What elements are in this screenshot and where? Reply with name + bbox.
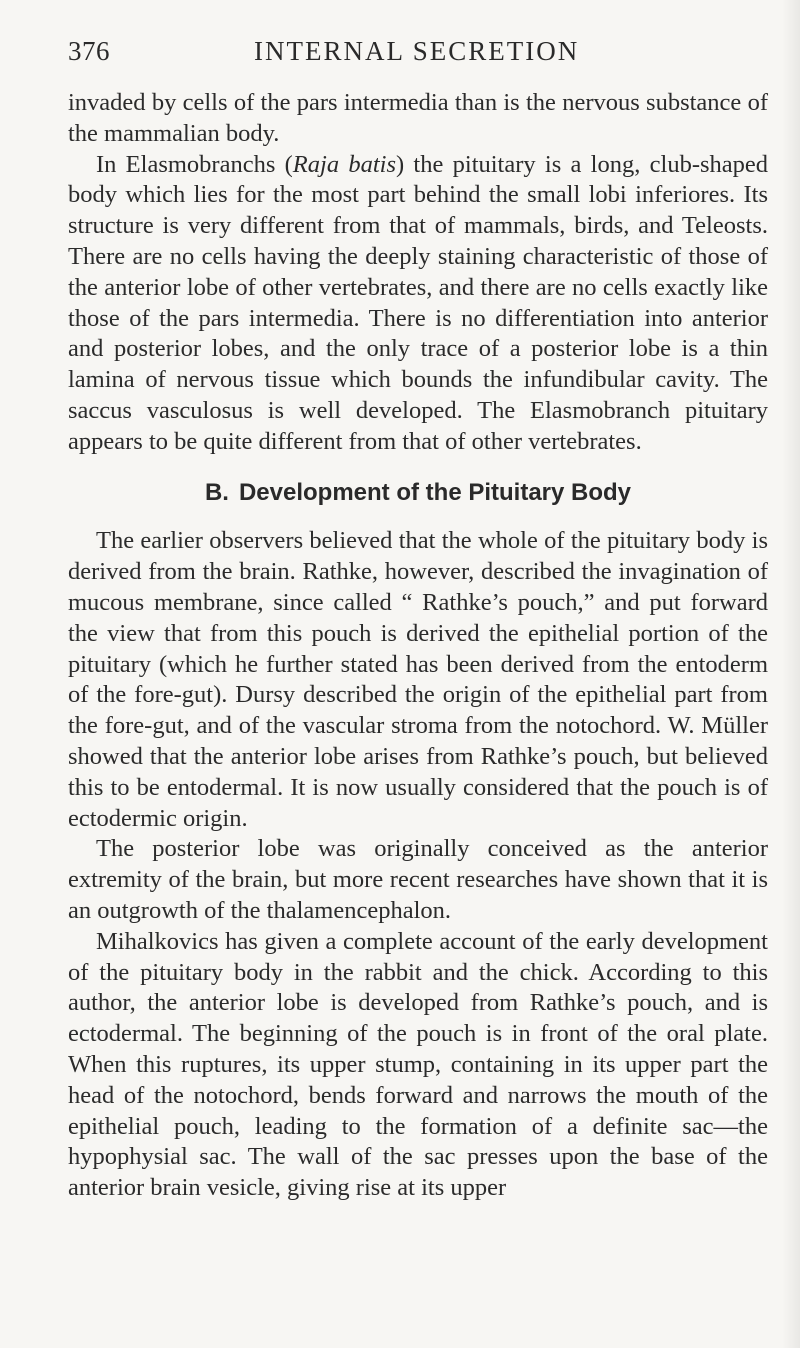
paragraph-elasmobranchs [68, 150, 768, 458]
section-heading [68, 478, 768, 509]
paragraph-text-prefix: In Elasmobranchs ( [96, 150, 293, 178]
paragraph-text-rest: ) the pituitary is a long, club-shaped body which lies for the most part behind the small lobi inferiores. Its structure is very different from that of mammals, birds, and Teleosts. There are no cells having the deeply staining characteristic of those of the anterior lobe of other vertebrates, and there are no cells exactly like those of the pars intermedia. There is no differentiation into anterior and posterior lobes, and the only trace of a posterior lobe is a thin lamina of nervous tissue which bounds the infundibular cavity. The saccus vasculosus is well developed. The Elasmobranch pituitary appears to be quite different from that of other vertebrates. [68, 150, 769, 455]
paragraph-earlier-observers: The earlier observers believed that the whole of the pituitary body is derived from the brain. Rathke, however, described the invagination of mucous membrane, since called “ Rathke’s pouch,” and put forward the view that from this pouch is derived the epithelial portion of the pituitary (which he further stated has been derived from the entoderm of the fore-gut). Dursy described the origin of the epithelial part from the fore-gut, and of the vascular stroma from the notochord. W. Müller showed that the anterior lobe arises from Rathke’s pouch, but believed this to be entodermal. It is now usually considered that the pouch is of ectodermic origin. [68, 527, 768, 832]
species-name: Raja batis [292, 150, 396, 178]
page-number: 376 [68, 36, 110, 66]
paragraph-mihalkovics: Mihalkovics has given a complete account of the early development of the pituitary body in the rabbit and the chick. According to this author, the anterior lobe is developed from Rathke’s pouch, and is ectodermal. The beginning of the pouch is in front of the oral plate. When this ruptures, its upper stump, containing in its upper part the head of the notochord, bends forward and narrows the mouth of the epithelial pouch, leading to the formation of a definite sac—the hypophysial sac. The wall of the sac presses upon the base of the anterior brain vesicle, giving rise at its upper [68, 927, 768, 1202]
running-title: INTERNAL SECRETION [254, 36, 580, 66]
paragraph-continuation: invaded by cells of the pars intermedia than is the nervous substance of the mammalian body. [68, 89, 768, 147]
page-header [68, 36, 768, 76]
section-letter: B. [204, 478, 229, 506]
section-title: Development of the Pituitary Body [238, 478, 632, 506]
paragraph-posterior-lobe: The posterior lobe was originally conceived as the anterior extremity of the brain, but more recent researches have shown that it is an outgrowth of the thalamencephalon. [68, 835, 768, 924]
body-text [68, 88, 768, 1204]
page-edge-shadow [782, 0, 800, 1348]
